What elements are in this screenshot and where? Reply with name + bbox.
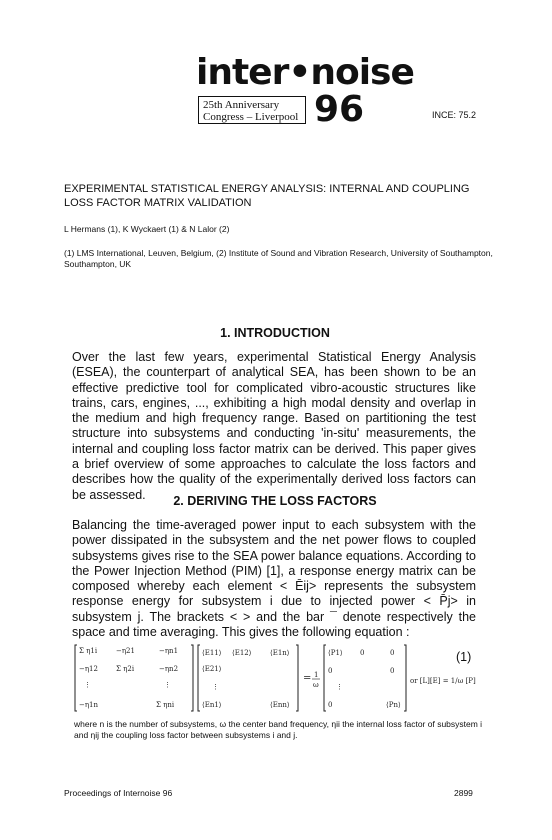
svg-text:⋮: ⋮: [84, 681, 91, 689]
svg-text:⟨En1⟩: ⟨En1⟩: [202, 701, 222, 709]
paper-authors: L Hermans (1), K Wyckaert (1) & N Lalor (2): [64, 224, 230, 234]
footer-page-number: 2899: [454, 788, 473, 798]
svg-text:⟨Enn⟩: ⟨Enn⟩: [270, 701, 290, 709]
paper-code: INCE: 75.2: [432, 110, 477, 120]
section-heading-introduction: 1. INTRODUCTION: [220, 326, 330, 340]
introduction-paragraph: Over the last few years, experimental Statistical Energy Analysis (ESEA), the counterpart of analytical SEA, has been shown to be an effective predictive tool for complicated vibro-acoustic structures like trains, cars, engines, ..., exhibiting a high modal density and overlap in the medium and high frequency range. Based on partitioning the test structure into subsystems and conducting 'in-situ' measurements, the internal and coupling loss factor matrix can be derived. This paper gives a brief overview of some approaches to calculate the loss factors and describes how the quality of the experimentally derived loss factors can be assessed.: [72, 350, 476, 502]
logo-anniversary-line: 25th Anniversary: [203, 99, 280, 111]
paper-affiliations: (1) LMS International, Leuven, Belgium, (2) Institute of Sound and Vibration Research, University of Southampton, Southampton, UK: [64, 248, 493, 269]
svg-text:⟨E1n⟩: ⟨E1n⟩: [270, 649, 290, 657]
svg-text:−ηn1: −ηn1: [159, 647, 179, 655]
svg-text:Σ η1i: Σ η1i: [79, 647, 98, 655]
power-balance-equation-figure: [74, 643, 484, 713]
svg-text:0: 0: [390, 667, 395, 675]
svg-text:⟨E11⟩: ⟨E11⟩: [202, 649, 222, 657]
svg-text:0: 0: [390, 649, 395, 657]
svg-text:0: 0: [328, 667, 333, 675]
svg-text:⟨P1⟩: ⟨P1⟩: [328, 649, 343, 657]
svg-text:Σ ηni: Σ ηni: [156, 701, 175, 709]
svg-text:−η12: −η12: [79, 665, 98, 673]
svg-text:0: 0: [360, 649, 365, 657]
svg-text:ω: ω: [313, 681, 319, 689]
svg-text:1: 1: [314, 671, 319, 679]
svg-text:−η1n: −η1n: [79, 701, 99, 709]
svg-text:⋮: ⋮: [336, 683, 343, 691]
svg-text:−η21: −η21: [116, 647, 135, 655]
svg-text:0: 0: [328, 701, 333, 709]
svg-text:Σ η2i: Σ η2i: [116, 665, 135, 673]
svg-text:⟨Pn⟩: ⟨Pn⟩: [386, 701, 401, 709]
conference-logo-wordmark: inter•noise: [196, 52, 414, 93]
svg-text:or [L][E] = 1/ω [P]: or [L][E] = 1/ω [P]: [410, 677, 476, 685]
conference-logo-year: 96: [314, 89, 365, 130]
svg-text:−ηn2: −ηn2: [159, 665, 179, 673]
equation-number: (1): [456, 650, 472, 664]
conference-logo-box: [198, 96, 306, 124]
svg-text:⟨E12⟩: ⟨E12⟩: [232, 649, 252, 657]
footer-proceedings: Proceedings of Internoise 96: [64, 788, 173, 798]
section-heading-deriving: 2. DERIVING THE LOSS FACTORS: [173, 494, 377, 508]
paper-title: EXPERIMENTAL STATISTICAL ENERGY ANALYSIS: INTERNAL AND COUPLING LOSS FACTOR MATRIX VALIDATION: [64, 183, 470, 209]
svg-text:⋮: ⋮: [164, 681, 171, 689]
equation-caption: where n is the number of subsystems, ω the center band frequency, ηii the internal loss factor of subsystem i and ηij the coupling loss factor between subsystems i and j.: [74, 719, 483, 740]
svg-text:⟨E21⟩: ⟨E21⟩: [202, 665, 222, 673]
svg-text:⋮: ⋮: [212, 683, 219, 691]
deriving-paragraph: Balancing the time-averaged power input to each subsystem with the power dissipated in the subsystem and the net power flows to coupled subsystems gives rise to the SEA power balance equations. According to the Power Injection Method (PIM) [1], a response energy matrix can be composed whereby each element < Ēij> represents the subsystem response energy for subsystem i due to injected power < P̄j> in subsystem j. The brackets < > and the bar ¯ denote respectively the space and time averaging. This gives the following equation :: [72, 518, 476, 640]
svg-text:=: =: [303, 673, 312, 684]
logo-congress-line: Congress – Liverpool: [203, 111, 299, 123]
